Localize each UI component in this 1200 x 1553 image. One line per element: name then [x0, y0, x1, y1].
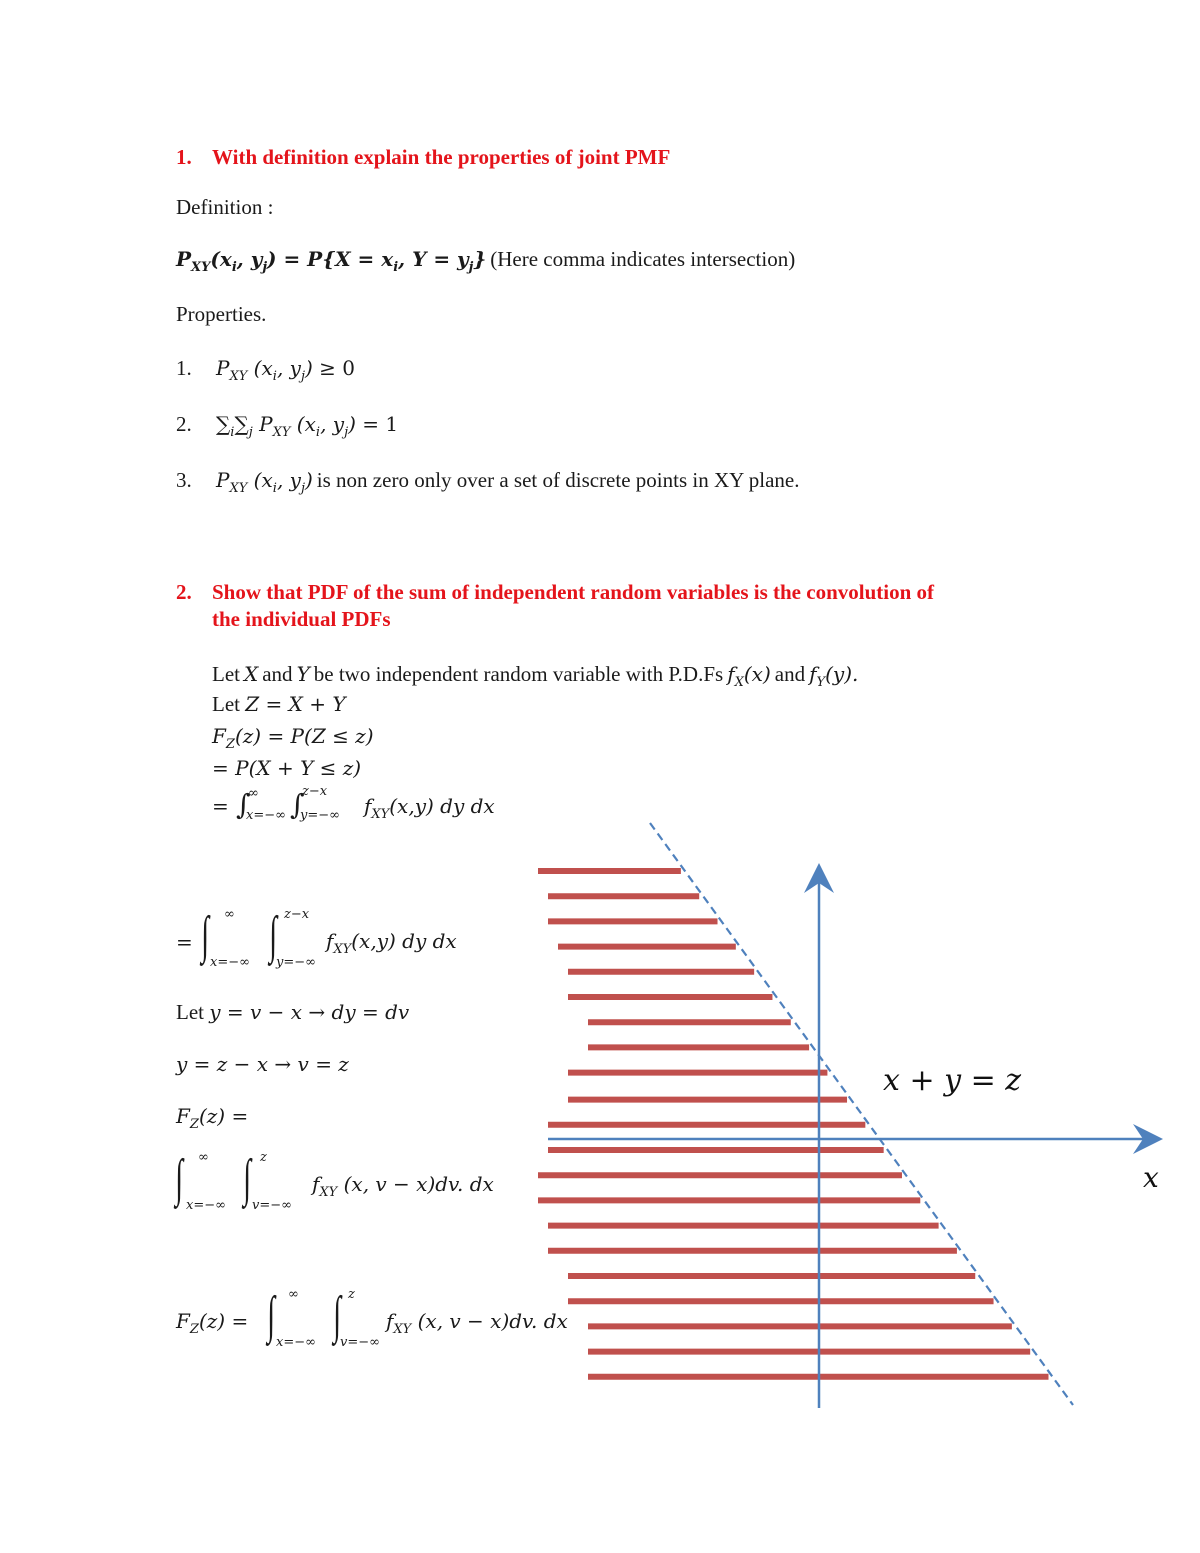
cdf-line-3: = ∫ ∞ x=−∞ ∫ z−x y=−∞ $f_{XY}(x,y)$ dy dx [212, 784, 495, 823]
properties-label: Properties. [176, 302, 267, 326]
definition-formula: $P_{XY}(x_i$, $y_j) = P\{X = x_i$, $Y = y_j$} [176, 247, 487, 275]
q1-number: 1. [176, 145, 192, 169]
fz-integral-1: ∫ ∞ x=−∞ ∫ z v=−∞ $f_{XY}$ (x, v − x)dv. dx [175, 1150, 494, 1213]
substitution-1: Let y = v − x → dy = dv [176, 1000, 410, 1024]
property-formula: $P_{XY}$ ($x_i$, $y_j) \ge 0$ [216, 356, 355, 384]
definition-note: (Here comma indicates intersection) [490, 247, 796, 271]
boundary-line [650, 823, 1073, 1405]
let-line-1: Let X and Y be two independent random variable with P.D.Fs $f_X(x)$ and $f_Y(y)$. [212, 662, 859, 690]
substitution-2: y = z − x → v = z [176, 1052, 349, 1076]
q1-title: With definition explain the properties of joint PMF [212, 145, 671, 169]
property-text: is non zero only over a set of discrete points in XY plane. [316, 468, 800, 492]
q2-title-line1: Show that PDF of the sum of independent random variables is the convolution of [212, 580, 935, 604]
q2-number: 2. [176, 580, 192, 604]
x-axis-label: x [1143, 1161, 1159, 1194]
property-number: 1. [176, 356, 192, 380]
cdf-line-1: $F_Z(z) = P(Z \le z)$ [212, 724, 374, 752]
fz-line-1: $F_Z(z)$ = [176, 1104, 249, 1132]
property-number: 2. [176, 412, 192, 436]
shaded-region [538, 871, 1049, 1377]
double-integral: = ∫ ∞ x=−∞ ∫ z−x y=−∞ $f_{XY}(x,y)$ dy dx [176, 907, 457, 970]
boundary-label: x + y = z [883, 1063, 1022, 1098]
property-formula: $P_{XY}$ ($x_i$, $y_j$) [216, 468, 313, 496]
q2-title-line2: the individual PDFs [212, 607, 391, 631]
fz-integral-2: $F_Z(z)$ = ∫ ∞ x=−∞ ∫ z v=−∞ $f_{XY}$ (x, v − x)dv. dx [176, 1287, 568, 1350]
let-line-2: Let Z = X + Y [212, 692, 346, 716]
property-formula: $\sum_i\sum_j$ $P_{XY}$ ($x_i$, $y_j) = 1$ [216, 412, 399, 440]
definition-label: Definition : [176, 195, 274, 219]
property-number: 3. [176, 468, 192, 492]
cdf-line-2: = P(X + Y ≤ z) [212, 756, 362, 780]
